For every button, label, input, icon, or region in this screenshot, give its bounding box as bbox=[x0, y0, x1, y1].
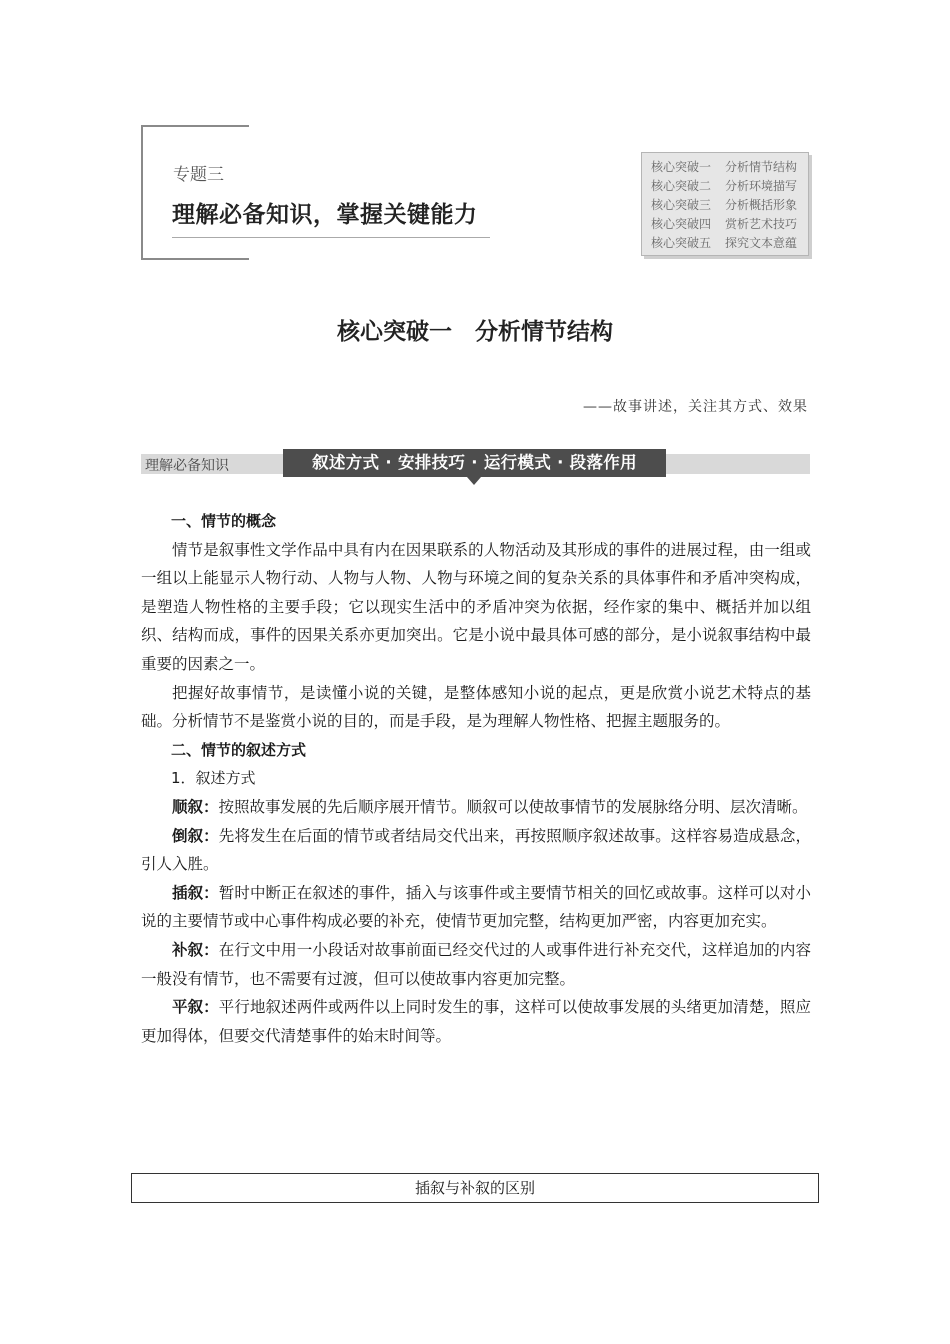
list-item: 平叙：平行地叙述两件或两件以上同时发生的事，这样可以使故事发展的头绪更加清楚，照应更加得体，但要交代清楚事件的始末时间等。 bbox=[141, 998, 811, 1045]
list-item: 补叙：在行文中用一小段话对故事前面已经交代过的人或事件进行补充交代，这样追加的内容一般没有情节，也不需要有过渡，但可以使故事内容更加完整。 bbox=[141, 940, 811, 988]
section-heading: 二、情节的叙述方式 bbox=[171, 740, 307, 759]
list-item: 倒叙：先将发生在后面的情节或者结局交代出来，再按照顺序叙述故事。这样容易造成悬念，引人入胜。 bbox=[141, 826, 811, 874]
paragraph: 情节是叙事性文学作品中具有内在因果联系的人物活动及其形成的事件的进展过程，由一组或一组以上能显示人物行动、人物与人物、人物与环境之间的复杂关系的具体事件和矛盾冲突构成，是塑造人物性格的主要手段；它以现实生活中的矛盾冲突为依据，经作家的集中、概括并加以组织、结构而成，事件的因果关系亦更加突出。它是小说中最具体可感的部分，是小说叙事结构中最重要的因素之一。 bbox=[141, 540, 811, 673]
band-arrow-icon bbox=[467, 477, 481, 485]
body-content bbox=[141, 507, 811, 1050]
table-header: 插叙与补叙的区别 bbox=[131, 1173, 819, 1203]
toc-item: 核心突破五 探究文本意蕴 bbox=[651, 236, 798, 250]
page-title: 核心突破一 分析情节结构 bbox=[337, 319, 613, 345]
topic-title: 理解必备知识，掌握关键能力 bbox=[172, 196, 490, 238]
toc-box bbox=[641, 152, 809, 256]
section-heading: 一、情节的概念 bbox=[171, 512, 277, 530]
list-item: 顺叙：按照故事发展的先后顺序展开情节。顺叙可以使故事情节的发展脉络分明、层次清晰。 bbox=[172, 797, 808, 816]
list-item: 插叙：暂时中断正在叙述的事件，插入与该事件或主要情节相关的回忆或故事。这样可以对小说的主要情节或中心事件构成必要的补充，使情节更加完整，结构更加严密，内容更加充实。 bbox=[141, 883, 811, 931]
toc-item: 核心突破三 分析概括形象 bbox=[651, 198, 798, 212]
band-topics: 叙述方式 · 安排技巧 · 运行模式 · 段落作用 bbox=[283, 449, 666, 477]
toc-item: 核心突破二 分析环境描写 bbox=[651, 179, 798, 193]
header-bracket bbox=[141, 125, 249, 260]
page-subtitle: ——故事讲述，关注其方式、效果 bbox=[583, 399, 808, 415]
toc-item: 核心突破一 分析情节结构 bbox=[651, 160, 798, 174]
band-label: 理解必备知识 bbox=[145, 458, 229, 474]
toc-item: 核心突破四 赏析艺术技巧 bbox=[651, 217, 798, 231]
subsection-heading: 1．叙述方式 bbox=[171, 769, 256, 788]
paragraph: 把握好故事情节，是读懂小说的关键，是整体感知小说的起点，更是欣赏小说艺术特点的基础。分析情节不是鉴赏小说的目的，而是手段，是为理解人物性格、把握主题服务的。 bbox=[141, 683, 811, 731]
topic-label: 专题三 bbox=[173, 165, 224, 185]
